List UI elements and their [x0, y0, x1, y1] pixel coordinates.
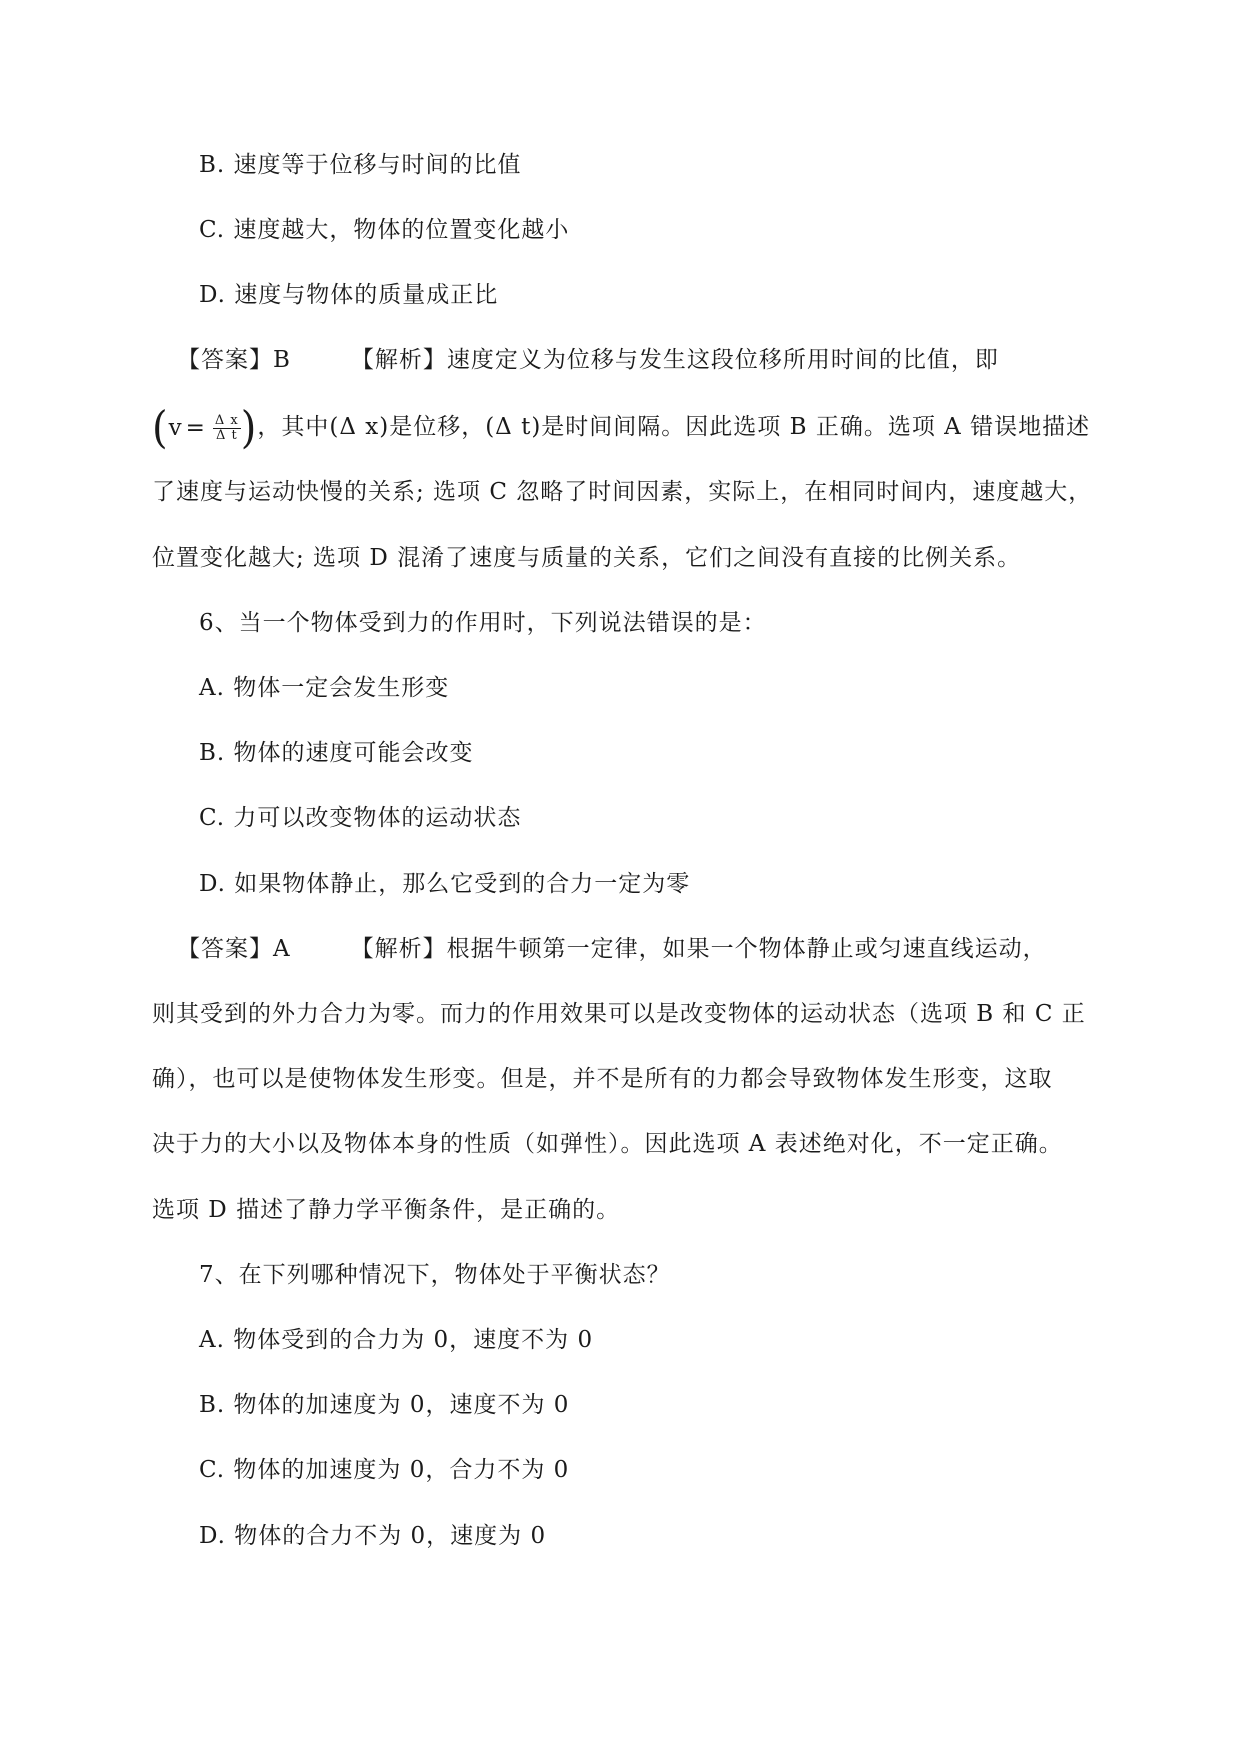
q6-analysis-line-5: 选项 D 描述了静力学平衡条件，是正确的。: [152, 1197, 621, 1223]
q7-option-c: C. 物体的加速度为 0，合力不为 0: [199, 1457, 570, 1483]
q6-option-d: D. 如果物体静止，那么它受到的合力一定为零: [199, 871, 691, 897]
q5-analysis-line-2: [152, 402, 1091, 454]
q5-answer-label: 【答案】B: [177, 347, 291, 373]
q6-analysis-label: 【解析】根据牛顿第一定律，如果一个物体静止或匀速直线运动，: [350, 936, 1047, 962]
velocity-formula: ( v = $\frac{\text{Δ x}}{\text{Δ t}}$ ): [152, 402, 258, 454]
q6-option-b: B. 物体的速度可能会改变: [199, 740, 474, 766]
q5-analysis-text-2: ，其中(Δ x)是位移，(Δ t)是时间间隔。因此选项 B 正确。选项 A 错误地描述: [257, 414, 1091, 440]
q5-option-b: B. 速度等于位移与时间的比值: [199, 152, 522, 178]
velocity-fraction: $\frac{\text{Δ x}}{\text{Δ t}}$: [214, 412, 239, 443]
q7-option-b: B. 物体的加速度为 0，速度不为 0: [199, 1392, 570, 1418]
q7-question: 7、在下列哪种情况下，物体处于平衡状态？: [199, 1262, 671, 1288]
q6-option-c: C. 力可以改变物体的运动状态: [199, 805, 522, 831]
q7-option-d: D. 物体的合力不为 0，速度为 0: [199, 1523, 547, 1549]
q5-analysis-line-3: 了速度与运动快慢的关系; 选项 C 忽略了时间因素，实际上，在相同时间内，速度越大，: [152, 479, 1093, 505]
q5-analysis-line-4: 位置变化越大; 选项 D 混淆了速度与质量的关系，它们之间没有直接的比例关系。: [152, 545, 1022, 571]
q6-option-a: A. 物体一定会发生形变: [199, 675, 450, 701]
q6-answer-label: 【答案】A: [177, 936, 291, 962]
q6-answer-row: [177, 934, 1047, 964]
q5-option-c: C. 速度越大，物体的位置变化越小: [199, 217, 570, 243]
q6-analysis-line-4: 决于力的大小以及物体本身的性质（如弹性）。因此选项 A 表述绝对化，不一定正确。: [152, 1131, 1063, 1157]
q7-option-a: A. 物体受到的合力为 0，速度不为 0: [199, 1327, 594, 1353]
q6-analysis-line-3: 确），也可以是使物体发生形变。但是，并不是所有的力都会导致物体发生形变，这取: [152, 1066, 1053, 1092]
q5-answer-row: [177, 345, 999, 375]
q6-analysis-line-2: 则其受到的外力合力为零。而力的作用效果可以是改变物体的运动状态（选项 B 和 C 正: [152, 1001, 1086, 1027]
q5-option-d: D. 速度与物体的质量成正比: [199, 282, 499, 308]
q6-question: 6、当一个物体受到力的作用时，下列说法错误的是：: [199, 610, 767, 636]
q5-analysis-label: 【解析】速度定义为位移与发生这段位移所用时间的比值，即: [350, 347, 999, 373]
